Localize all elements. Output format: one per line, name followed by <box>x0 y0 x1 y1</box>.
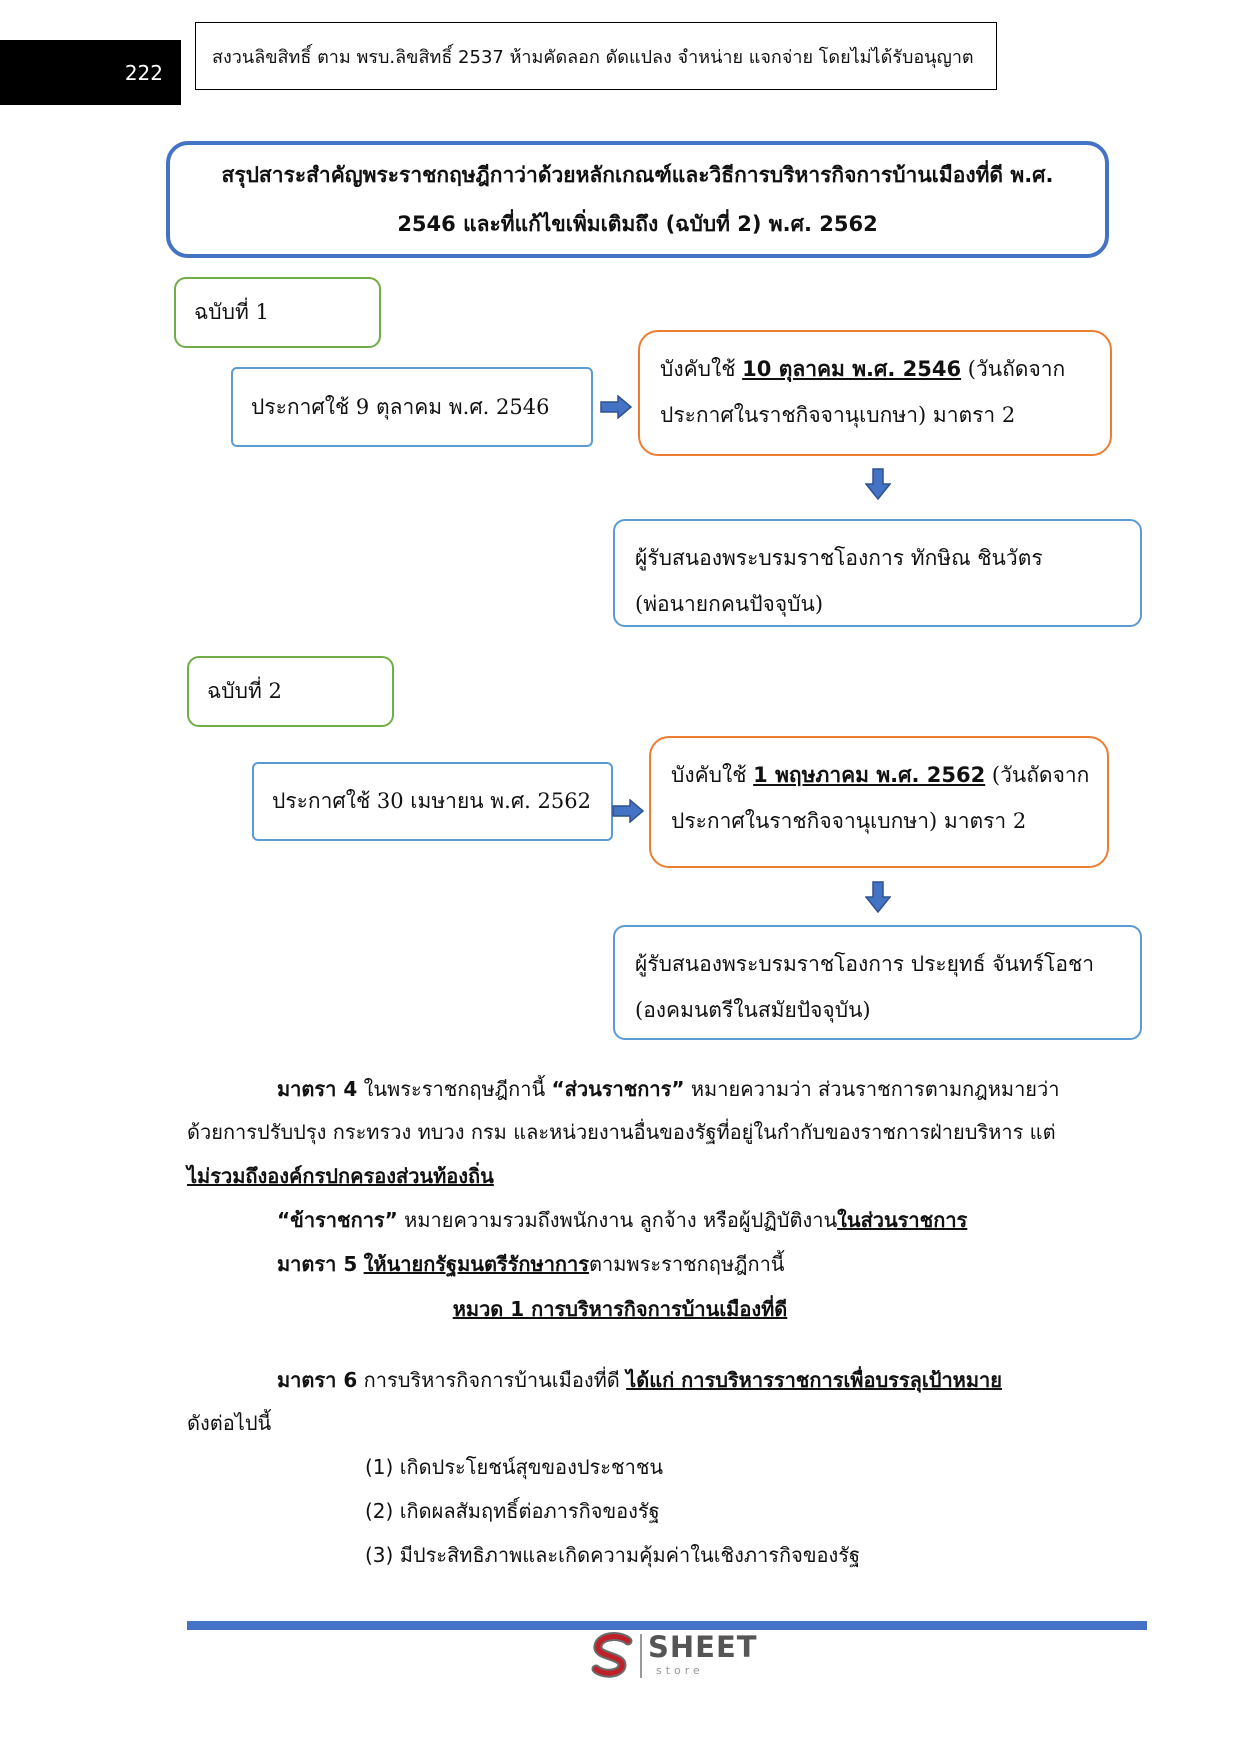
edition-1-announced: ประกาศใช้ 9 ตุลาคม พ.ศ. 2546 <box>231 367 593 447</box>
section-5: มาตรา 5 ให้นายกรัฐมนตรีรักษาการตามพระราชกฤษฎีกานี้ <box>277 1252 785 1276</box>
logo-divider <box>640 1634 642 1678</box>
edition-2-announced: ประกาศใช้ 30 เมษายน พ.ศ. 2562 <box>252 762 613 841</box>
right-arrow-icon <box>612 799 645 823</box>
edition-1-signer: ผู้รับสนองพระบรมราชโองการ ทักษิณ ชินวัตร (พ่อนายกคนปัจจุบัน) <box>613 519 1142 627</box>
section-6-item-3: (3) มีประสิทธิภาพและเกิดความคุ้มค่าในเชิงภารกิจของรัฐ <box>365 1543 861 1567</box>
document-title <box>166 141 1109 258</box>
page-number: 222 <box>0 40 181 105</box>
edition-1-effective: บังคับใช้ 10 ตุลาคม พ.ศ. 2546 (วันถัดจาก ประกาศในราชกิจจานุเบกษา) มาตรา 2 <box>638 330 1112 456</box>
down-arrow-icon <box>865 881 891 913</box>
copyright-notice: สงวนลิขสิทธิ์ ตาม พรบ.ลิขสิทธิ์ 2537 ห้ามคัดลอก ดัดแปลง จำหน่าย แจกจ่าย โดยไม่ได้รับอนุญาต <box>195 22 997 90</box>
title-line-2: 2546 และที่แก้ไขเพิ่มเติมถึง (ฉบับที่ 2) พ.ศ. 2562 <box>397 212 878 236</box>
down-arrow-icon <box>865 468 891 500</box>
sheet-store-s-icon <box>590 1632 636 1682</box>
section-6-item-2: (2) เกิดผลสัมฤทธิ์ต่อภารกิจของรัฐ <box>365 1499 660 1523</box>
section-6-line-2: ดังต่อไปนี้ <box>187 1411 272 1435</box>
edition-2-effective-date: 1 พฤษภาคม พ.ศ. 2562 <box>753 763 986 787</box>
civil-servant-definition: “ข้าราชการ” หมายความรวมถึงพนักงาน ลูกจ้าง หรือผู้ปฏิบัติงานในส่วนราชการ <box>277 1208 968 1232</box>
right-arrow-icon <box>600 395 633 419</box>
edition-1-label: ฉบับที่ 1 <box>174 277 381 348</box>
section-4-line-1: มาตรา 4 ในพระราชกฤษฎีกานี้ “ส่วนราชการ” หมายความว่า ส่วนราชการตามกฎหมายว่า <box>277 1077 1060 1101</box>
chapter-1-heading: หมวด 1 การบริหารกิจการบ้านเมืองที่ดี <box>452 1297 788 1321</box>
title-line-1: สรุปสาระสำคัญพระราชกฤษฎีกาว่าด้วยหลักเกณฑ์และวิธีการบริหารกิจการบ้านเมืองที่ดี พ.ศ. <box>221 163 1054 187</box>
section-4-line-2: ด้วยการปรับปรุง กระทรวง ทบวง กรม และหน่วยงานอื่นของรัฐที่อยู่ในกำกับของราชการฝ่ายบริหาร แต่ <box>187 1120 1056 1144</box>
edition-2-label: ฉบับที่ 2 <box>187 656 394 727</box>
edition-1-effective-date: 10 ตุลาคม พ.ศ. 2546 <box>742 357 962 381</box>
section-6-item-1: (1) เกิดประโยชน์สุขของประชาชน <box>365 1455 664 1479</box>
footer-divider <box>187 1621 1147 1630</box>
sheet-store-logo <box>590 1630 760 1685</box>
section-4-line-3: ไม่รวมถึงองค์กรปกครองส่วนท้องถิ่น <box>187 1164 494 1188</box>
edition-2-signer: ผู้รับสนองพระบรมราชโองการ ประยุทธ์ จันทร์โอชา (องคมนตรีในสมัยปัจจุบัน) <box>613 925 1142 1040</box>
logo-text: SHEET <box>648 1630 758 1664</box>
section-6-line-1: มาตรา 6 การบริหารกิจการบ้านเมืองที่ดี ได้แก่ การบริหารราชการเพื่อบรรลุเป้าหมาย <box>277 1368 1002 1392</box>
logo-subtext: store <box>656 1664 704 1677</box>
edition-2-effective: บังคับใช้ 1 พฤษภาคม พ.ศ. 2562 (วันถัดจาก ประกาศในราชกิจจานุเบกษา) มาตรา 2 <box>649 736 1109 868</box>
